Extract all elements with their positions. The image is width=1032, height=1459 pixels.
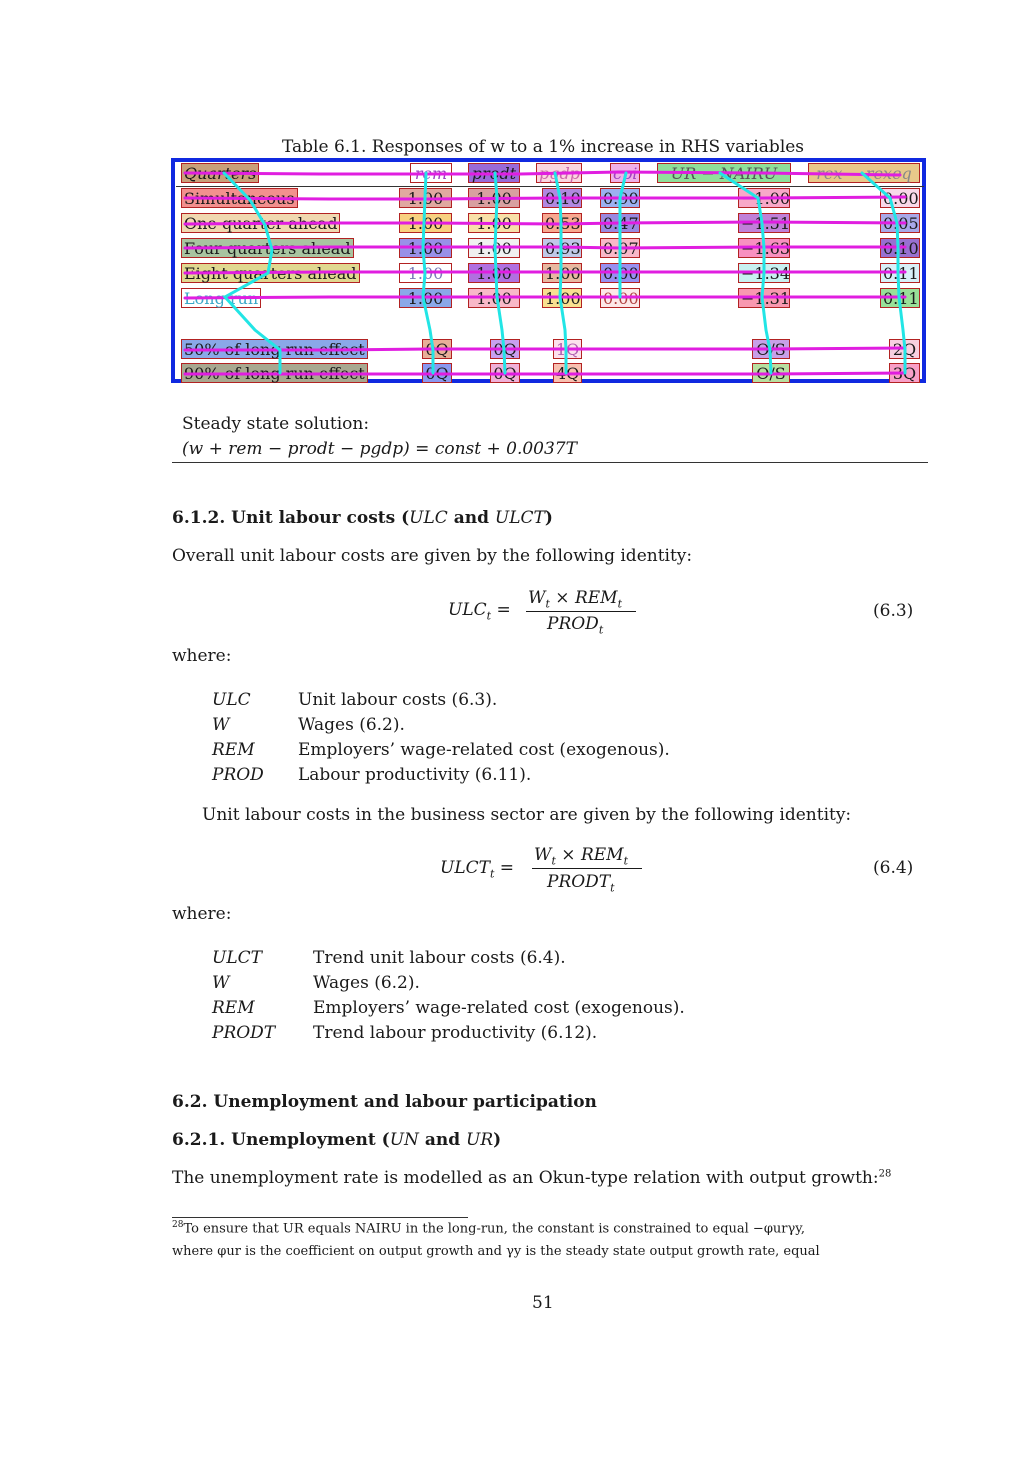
def2-desc-rem: Employers’ wage-related cost (exogenous). [313,998,685,1018]
cell-lr-cpi: 0.00 [600,288,640,308]
section-heading-6-1-2: 6.1.2. Unit labour costs (ULC and ULCT) [172,508,553,528]
col-header-pgdp: pgdp [536,163,582,183]
eq64-tag: (6.4) [873,858,914,878]
cell-4q-prodt: 1.00 [468,238,520,258]
col-header-cpi: cpi [610,163,640,183]
row-label-simultaneous: Simultaneous [181,188,298,208]
col-header-ur-nairu: UR − NAIRU [657,163,791,183]
def2-desc-ulct: Trend unit labour costs (6.4). [313,948,566,968]
cell-4q-rex: 0.10 [880,238,920,258]
row-label-long-run: Long run [181,288,261,308]
def2-desc-prodt: Trend labour productivity (6.12). [313,1023,598,1043]
cell-50-pgdp: 1Q [553,339,582,359]
cell-4q-cpi: 0.07 [600,238,640,258]
header-row-label: Quarters [181,163,259,183]
cell-50-rex: 2Q [889,339,920,359]
cell-90-rem: 0Q [422,363,452,383]
cell-90-rex: 3Q [889,363,920,383]
where-label-1: where: [172,646,232,666]
def2-sym-w: W [212,973,230,993]
cell-8q-ur: −1.34 [738,263,790,283]
footnote-rule [172,1217,468,1218]
cell-8q-rex: 0.11 [880,263,920,283]
cell-8q-cpi: 0.00 [600,263,640,283]
cell-sim-rem: 1.00 [399,188,452,208]
steady-state-label: Steady state solution: [182,414,370,434]
def2-desc-w: Wages (6.2). [313,973,420,993]
table-caption: Table 6.1. Responses of w to a 1% increase in RHS variables [282,137,805,157]
footnote-line-2: where φur is the coefficient on output growth and γy is the steady state output growth rate, equal [172,1244,820,1259]
steady-state-equation: (w + rem − prodt − pgdp) = const + 0.0037T [182,439,577,459]
cell-lr-rex: 0.11 [880,288,920,308]
cell-8q-rem: 1.00 [399,263,452,283]
paragraph-ulct-intro: Unit labour costs in the business sector are given by the following identity: [202,805,852,825]
cell-4q-rem: 1.00 [399,238,452,258]
cell-90-pgdp: 4Q [553,363,582,383]
row-label-90pct: 90% of long run effect [181,363,368,383]
row-line-50pct [185,348,905,350]
eq64-fraction-bar [532,868,642,869]
cell-1q-rex: 0.05 [880,213,920,233]
cell-8q-pgdp: 1.00 [542,263,582,283]
table-bottom-rule [172,462,928,463]
row-line-four-quarters [185,247,905,248]
page-number: 51 [532,1293,554,1313]
cell-sim-cpi: 0.90 [600,188,640,208]
row-line-90pct [185,373,905,374]
col-line-cpi [620,173,626,297]
cell-4q-pgdp: 0.93 [542,238,582,258]
def1-sym-prod: PROD [212,765,264,785]
eq63-tag: (6.3) [873,601,914,621]
row-line-one-quarter [185,222,905,224]
section-heading-6-2: 6.2. Unemployment and labour participation [172,1092,597,1112]
paragraph-ulc-intro: Overall unit labour costs are given by the following identity: [172,546,693,566]
row-label-one-quarter: One quarter ahead [181,213,340,233]
def2-sym-rem: REM [212,998,255,1018]
cell-sim-prodt: 1.00 [468,188,520,208]
def1-desc-prod: Labour productivity (6.11). [298,765,532,785]
eq63-numerator: $W_t \times REM_t$ [528,588,622,611]
footnote-ref-28[interactable]: 28 [878,1168,892,1180]
def2-sym-ulct: ULCT [212,948,262,968]
row-line-header [185,172,900,175]
eq64-lhs: $ULCT_t$ = [440,858,515,881]
eq64-denominator: $PRODT_t$ [547,872,615,895]
row-label-four-quarters: Four quarters ahead [181,238,354,258]
row-label-50pct: 50% of long run effect [181,339,368,359]
col-header-prodt: prodt [468,163,520,183]
cell-1q-rem: 1.00 [399,213,452,233]
eq64-numerator: $W_t \times REM_t$ [534,845,628,868]
def2-sym-prodt: PRODT [212,1023,276,1043]
row-line-long-run [185,297,905,298]
cell-sim-pgdp: 0.10 [542,188,582,208]
cell-1q-pgdp: 0.53 [542,213,582,233]
where-label-2: where: [172,904,232,924]
cell-lr-rem: 1.00 [399,288,452,308]
cell-1q-prodt: 1.00 [468,213,520,233]
eq63-lhs: $ULC_t$ = [448,600,511,623]
cell-sim-rex: 0.00 [880,188,920,208]
def1-sym-rem: REM [212,740,255,760]
row-line-eight-quarters [185,272,905,273]
cell-90-ur: O/S [752,363,790,383]
row-line-simultaneous [185,197,905,199]
footnote-line-1: $^{28}$To ensure that UR equals NAIRU in the long-run, the constant is constrained to equal −φurγy, [172,1220,806,1237]
paragraph-okun: The unemployment rate is modelled as an Okun-type relation with output growth:$^{28}$ [172,1168,892,1188]
cell-lr-prodt: 1.00 [468,288,520,308]
cell-lr-ur: −1.31 [738,288,790,308]
def1-desc-ulc: Unit labour costs (6.3). [298,690,498,710]
row-label-eight-quarters: Eight quarters ahead [181,263,360,283]
cell-8q-prodt: 1.00 [468,263,520,283]
cell-90-prodt: 0Q [490,363,520,383]
cell-50-ur: O/S [752,339,790,359]
def1-sym-ulc: ULC [212,690,251,710]
section-heading-6-2-1: 6.2.1. Unemployment (UN and UR) [172,1130,502,1150]
cell-1q-cpi: 0.47 [600,213,640,233]
def1-sym-w: W [212,715,230,735]
eq63-fraction-bar [526,611,636,612]
cell-50-rem: 0Q [422,339,452,359]
col-header-rex-rexeq: rex − rexeq [808,163,920,183]
cell-4q-ur: −1.63 [738,238,790,258]
def1-desc-w: Wages (6.2). [298,715,405,735]
cell-50-prodt: 0Q [490,339,520,359]
cell-lr-pgdp: 1.00 [542,288,582,308]
cell-sim-ur: −1.00 [738,188,790,208]
eq63-denominator: $PROD_t$ [547,614,604,637]
def1-desc-rem: Employers’ wage-related cost (exogenous). [298,740,670,760]
col-header-rem: rem [410,163,452,183]
cell-1q-ur: −1.51 [738,213,790,233]
